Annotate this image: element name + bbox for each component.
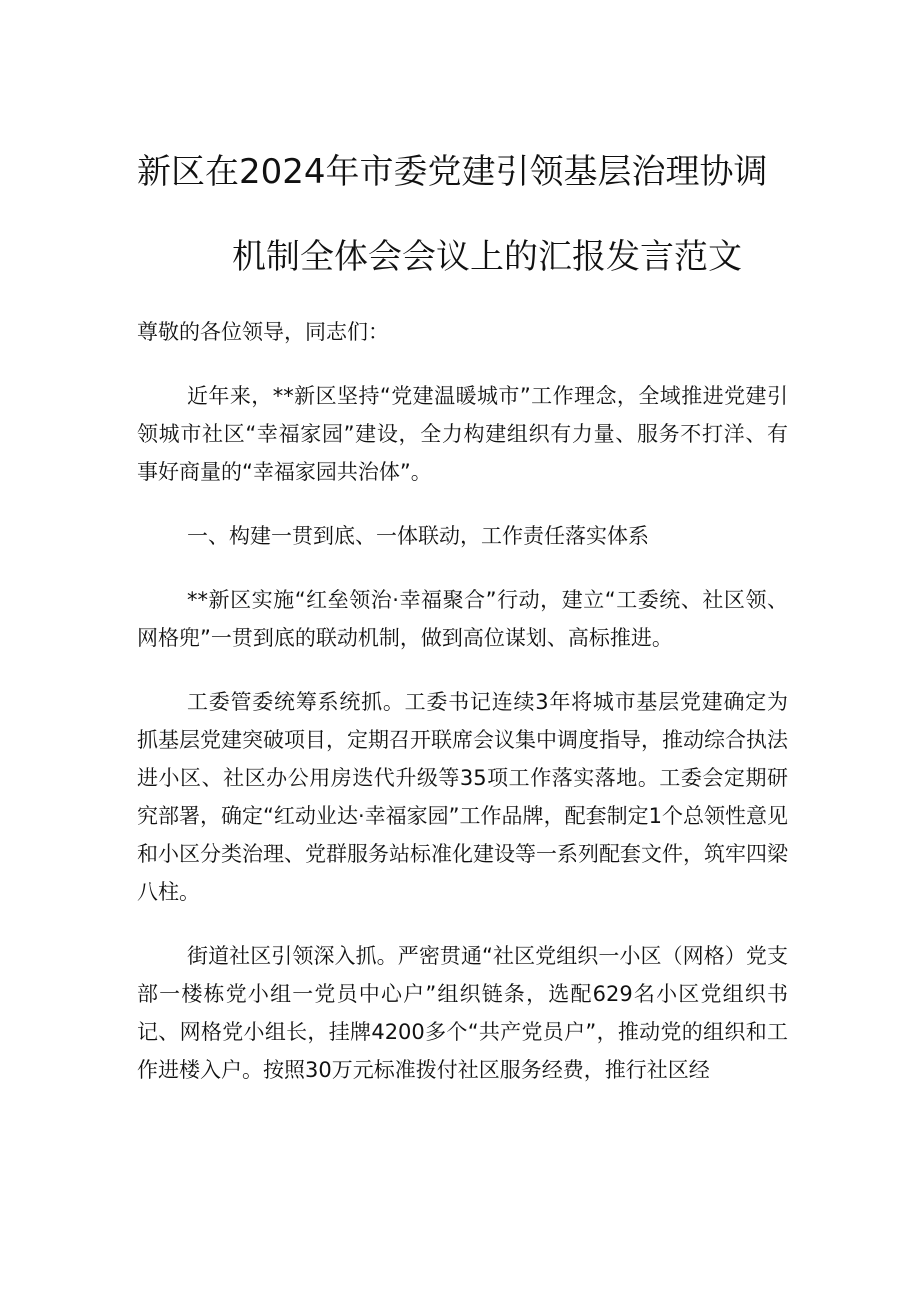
paragraph-street-community: 街道社区引领深入抓。严密贯通“社区党组织一小区（网格）党支部一楼栋党小组一党员中心户”组织链条，选配629名小区党组织书记、网格党小组长，挂牌4200多个“共产党员户”，推动党的组织和工作进楼入户。按照30万元标准拨付社区服务经费，推行社区经 [137, 944, 788, 1082]
section-heading-1: 一、构建一贯到底、一体联动，工作责任落实体系 [187, 524, 649, 548]
paragraph-working-committee: 工委管委统筹系统抓。工委书记连续3年将城市基层党建确定为抓基层党建突破项目，定期召开联席会议集中调度指导，推动综合执法进小区、社区办公用房迭代升级等35项工作落实落地。工委会定期研究部署，确定“红动业达·幸福家园”工作品牌，配套制定1个总领性意见和小区分类治理、党群服务站标准化建设等一系列配套文件，筑牢四梁八柱。 [137, 690, 788, 904]
document-title-line-1: 新区在2024年市委党建引领基层治理协调 [137, 152, 768, 192]
salutation: 尊敬的各位领导，同志们： [137, 320, 389, 344]
paragraph-mechanism: **新区实施“红垒领治·幸福聚合”行动，建立“工委统、社区领、网格兜”一贯到底的联动机制，做到高位谋划、高标推进。 [137, 588, 788, 650]
document-body [137, 313, 788, 1115]
document-title-line-2: 机制全体会会议上的汇报发言范文 [232, 237, 742, 277]
paragraph-intro: 近年来，**新区坚持“党建温暖城市”工作理念，全域推进党建引领城市社区“幸福家园”建设，全力构建组织有力量、服务不打洋、有事好商量的“幸福家园共治体”。 [137, 384, 788, 484]
